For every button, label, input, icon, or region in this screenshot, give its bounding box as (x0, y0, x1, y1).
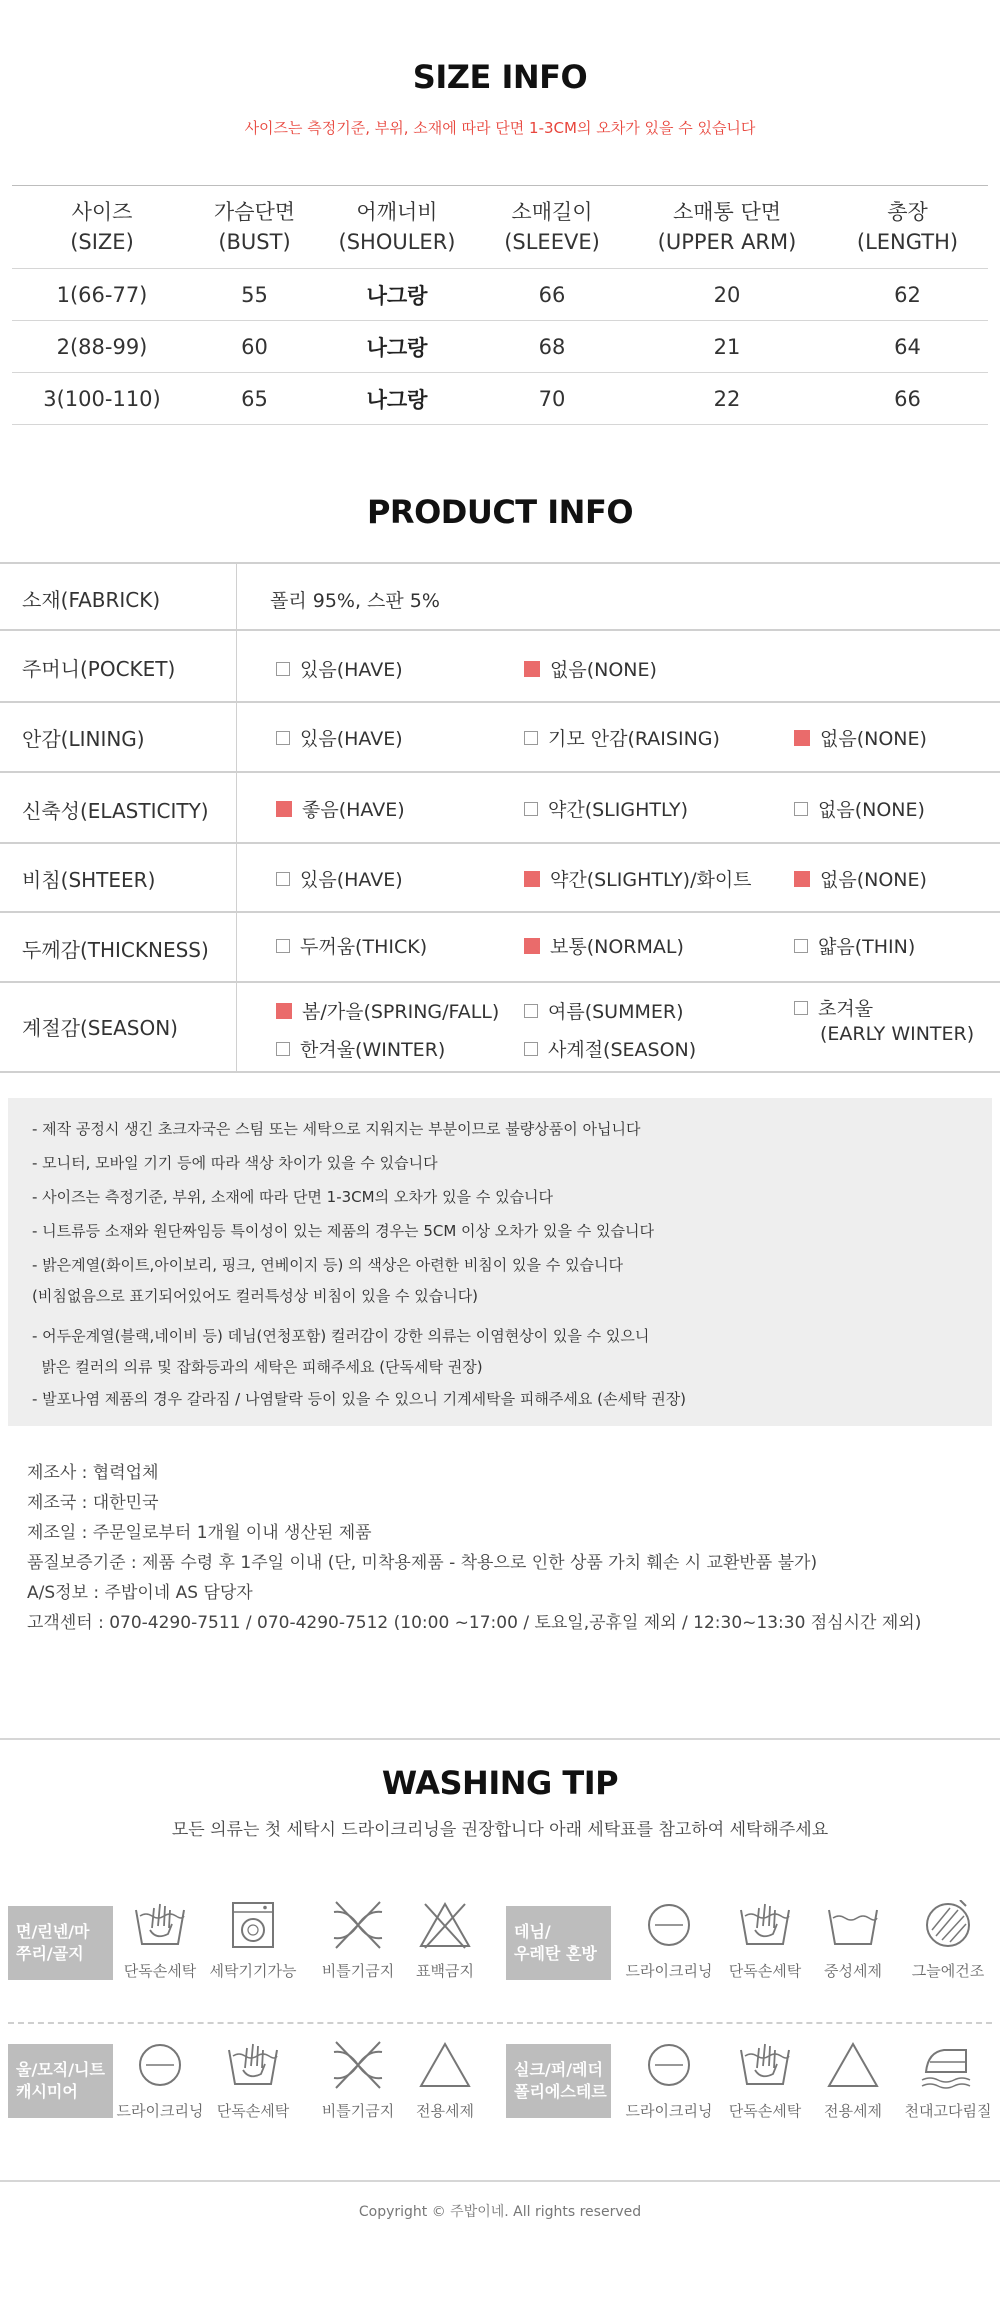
lining-label: 안감(LINING) (22, 727, 145, 751)
upper-arm-cell: 20 (627, 269, 827, 321)
length-cell: 62 (827, 269, 988, 321)
wash-caption: 전용세제 (416, 2102, 474, 2120)
sheer-label: 비침(SHTEER) (22, 868, 156, 892)
row-divider (0, 842, 1000, 844)
size-table-header (12, 186, 988, 269)
no-bleach-icon (417, 1900, 473, 1950)
notice-box (8, 1098, 992, 1426)
thickness-label: 두께감(THICKNESS) (22, 938, 209, 962)
elasticity-option-none: 없음(NONE) (794, 795, 925, 822)
wash-caption: 드라이크리닝 (116, 2102, 204, 2120)
checkbox-checked (276, 801, 292, 817)
table-row (12, 373, 988, 425)
header-bust: 가슴단면 (BUST) (192, 186, 317, 269)
size-table (12, 185, 988, 425)
header-shoulder: 어깨너비 (SHOULER) (317, 186, 477, 269)
wash-caption: 그늘에건조 (911, 1962, 985, 1980)
size-info-title: SIZE INFO (412, 58, 588, 96)
wash-caption: 단독손세탁 (216, 2102, 290, 2120)
fabric-group-label: 울/모직/니트 캐시미어 (8, 2044, 113, 2118)
shade-dry-icon (920, 1900, 976, 1950)
copyright: Copyright © 주밥이네. All rights reserved (358, 2204, 642, 2220)
bust-cell: 55 (192, 269, 317, 321)
checkbox-unchecked (276, 731, 290, 745)
checkbox-checked (524, 871, 540, 887)
shoulder-cell: 나그랑 (317, 269, 477, 321)
notice-line: - 니트류등 소재와 원단짜임등 특이성이 있는 제품의 경우는 5CM 이상 오차가 있을 수 있습니다 (32, 1222, 654, 1240)
checkbox-unchecked (524, 1004, 538, 1018)
wash-icon-item (313, 1900, 403, 1981)
wash-caption: 드라이크리닝 (625, 2102, 713, 2120)
dry-clean-icon (132, 2040, 188, 2090)
wash-caption: 단독손세탁 (728, 2102, 802, 2120)
iron-cloth-icon (920, 2040, 976, 2090)
season-label: 계절감(SEASON) (22, 1016, 178, 1040)
wash-caption: 천대고다림질 (904, 2102, 992, 2120)
wash-icon-item (115, 1900, 205, 1981)
row-divider (0, 911, 1000, 913)
wash-icon-item (903, 1900, 993, 1981)
triangle-detergent-icon (417, 2040, 473, 2090)
row-divider (0, 981, 1000, 983)
notice-line: - 모니터, 모바일 기기 등에 따라 색상 차이가 있을 수 있습니다 (32, 1154, 438, 1172)
checkbox-unchecked (276, 872, 290, 886)
bust-cell: 65 (192, 373, 317, 425)
wash-icon-item (208, 2040, 298, 2121)
notice-line: (비침없음으로 표기되어있어도 컬러특성상 비침이 있을 수 있습니다) (32, 1287, 479, 1305)
checkbox-unchecked (794, 1001, 808, 1015)
thickness-option-normal: 보통(NORMAL) (524, 932, 684, 959)
thickness-option-thick: 두꺼움(THICK) (276, 932, 427, 959)
maker-info-line: 제조일 : 주문일로부터 1개월 이내 생산된 제품 (27, 1523, 372, 1543)
checkbox-checked (524, 938, 540, 954)
no-twist-icon (330, 1900, 386, 1950)
upper-arm-cell: 21 (627, 321, 827, 373)
wash-caption: 단독손세탁 (728, 1962, 802, 1980)
washing-tip-subtitle: 모든 의류는 첫 세탁시 드라이크리닝을 권장합니다 아래 세탁표를 참고하여 세탁해주세요 (171, 1820, 829, 1840)
wash-caption: 전용세제 (824, 2102, 882, 2120)
fabric-group-label: 실크/퍼/레더 폴리에스테르 (506, 2044, 611, 2118)
wash-icon-item (400, 2040, 490, 2121)
hand-wash-icon (132, 1900, 188, 1950)
shoulder-cell: 나그랑 (317, 373, 477, 425)
notice-line: - 제작 공정시 생긴 초크자국은 스팀 또는 세탁으로 지워지는 부분이므로 불량상품이 아닙니다 (32, 1120, 641, 1138)
wash-icon-item (400, 1900, 490, 1981)
dry-clean-icon (641, 2040, 697, 2090)
bust-cell: 60 (192, 321, 317, 373)
wash-caption: 비틀기금지 (321, 2102, 395, 2120)
lining-option-raising: 기모 안감(RAISING) (524, 724, 720, 751)
elasticity-label: 신축성(ELASTICITY) (22, 799, 209, 823)
season-option-winter: 한겨울(WINTER) (276, 1035, 445, 1062)
checkbox-checked (276, 1003, 292, 1019)
maker-info-line: 제조국 : 대한민국 (27, 1493, 159, 1513)
checkbox-unchecked (794, 802, 808, 816)
dry-clean-icon (641, 1900, 697, 1950)
sleeve-cell: 68 (477, 321, 627, 373)
hand-wash-icon (737, 1900, 793, 1950)
section-divider (0, 1738, 1000, 1740)
product-info-bottom-border (0, 1071, 1000, 1073)
wash-icon-item (624, 2040, 714, 2121)
maker-info-line: 품질보증기준 : 제품 수령 후 1주일 이내 (단, 미착용제품 - 착용으로 인한 상품 가치 훼손 시 교환반품 불가) (27, 1553, 818, 1573)
lining-option-none: 없음(NONE) (794, 724, 927, 751)
notice-line: 밝은 컬러의 의류 및 잡화등과의 세탁은 피해주세요 (단독세탁 권장) (32, 1358, 483, 1376)
header-size: 사이즈 (SIZE) (12, 186, 192, 269)
size-cell: 3(100-110) (12, 373, 192, 425)
wash-caption: 표백금지 (416, 1962, 474, 1980)
season-option-early-winter: 초겨울 (EARLY WINTER) (794, 997, 974, 1047)
shoulder-cell: 나그랑 (317, 321, 477, 373)
fabric-label: 소재(FABRICK) (22, 588, 161, 612)
pocket-label: 주머니(POCKET) (22, 657, 176, 681)
wash-caption: 중성세제 (824, 1962, 882, 1980)
size-info-note: 사이즈는 측정기준, 부위, 소재에 따라 단면 1-3CM의 오차가 있을 수 있습니다 (244, 119, 756, 137)
wash-icon-item (720, 1900, 810, 1981)
notice-line: - 사이즈는 측정기준, 부위, 소재에 따라 단면 1-3CM의 오차가 있을 수 있습니다 (32, 1188, 554, 1206)
checkbox-checked (794, 730, 810, 746)
checkbox-unchecked (794, 939, 808, 953)
checkbox-unchecked (524, 1042, 538, 1056)
row-divider (0, 771, 1000, 773)
header-sleeve: 소매길이 (SLEEVE) (477, 186, 627, 269)
row-divider (0, 629, 1000, 631)
footer-divider (0, 2180, 1000, 2182)
checkbox-unchecked (524, 731, 538, 745)
table-row (12, 321, 988, 373)
customer-center: 고객센터 : 070-4290-7511 / 070-4290-7512 (10:00 ~17:00 / 토요일,공휴일 제외 / 12:30~13:30 점심시간 제외) (27, 1613, 922, 1633)
no-twist-icon (330, 2040, 386, 2090)
wash-icon-item (720, 2040, 810, 2121)
thickness-option-thin: 얇음(THIN) (794, 932, 915, 959)
length-cell: 64 (827, 321, 988, 373)
wash-caption: 단독손세탁 (123, 1962, 197, 1980)
header-upper-arm: 소매통 단면 (UPPER ARM) (627, 186, 827, 269)
hand-wash-icon (737, 2040, 793, 2090)
wash-caption: 드라이크리닝 (625, 1962, 713, 1980)
label-column-divider (236, 563, 237, 1073)
sheer-option-have: 있음(HAVE) (276, 865, 403, 892)
elasticity-option-have: 좋음(HAVE) (276, 795, 405, 822)
fabric-group-label: 데님/ 우레탄 혼방 (506, 1906, 611, 1980)
length-cell: 66 (827, 373, 988, 425)
row-divider (0, 701, 1000, 703)
header-length: 총장 (LENGTH) (827, 186, 988, 269)
checkbox-checked (524, 661, 540, 677)
notice-line: - 어두운계열(블랙,네이비 등) 데님(연청포함) 컬러감이 강한 의류는 이염현상이 있을 수 있으니 (32, 1327, 650, 1345)
checkbox-unchecked (276, 662, 290, 676)
triangle-detergent-icon (825, 2040, 881, 2090)
notice-line: - 밝은계열(화이트,아이보리, 핑크, 연베이지 등) 의 색상은 아련한 비침이 있을 수 있습니다 (32, 1256, 624, 1274)
hand-wash-icon (225, 2040, 281, 2090)
size-cell: 1(66-77) (12, 269, 192, 321)
checkbox-checked (794, 871, 810, 887)
checkbox-unchecked (276, 1042, 290, 1056)
wash-icon-item (208, 1900, 298, 1981)
table-row (12, 269, 988, 321)
notice-line: - 발포나염 제품의 경우 갈라짐 / 나염탈락 등이 있을 수 있으니 기계세탁을 피해주세요 (손세탁 권장) (32, 1390, 687, 1408)
washing-tip-title: WASHING TIP (381, 1764, 619, 1802)
fabric-group-label: 면/린넨/마 쭈리/골지 (8, 1906, 113, 1980)
season-option-summer: 여름(SUMMER) (524, 997, 684, 1024)
maker-info-line: 제조사 : 협력업체 (27, 1463, 159, 1483)
wash-icon-item (313, 2040, 403, 2121)
washing-machine-icon (225, 1900, 281, 1950)
wash-icon-item (903, 2040, 993, 2121)
lining-option-have: 있음(HAVE) (276, 724, 403, 751)
elasticity-option-slightly: 약간(SLIGHTLY) (524, 795, 688, 822)
sleeve-cell: 70 (477, 373, 627, 425)
season-option-all-season: 사계절(SEASON) (524, 1035, 696, 1062)
checkbox-unchecked (524, 802, 538, 816)
wash-icon-item (808, 2040, 898, 2121)
wash-caption: 비틀기금지 (321, 1962, 395, 1980)
product-info-title: PRODUCT INFO (366, 493, 634, 531)
sheer-option-slightly-white: 약간(SLIGHTLY)/화이트 (524, 865, 752, 892)
dashed-divider (8, 2022, 992, 2024)
wash-icon-item (624, 1900, 714, 1981)
sheer-option-none: 없음(NONE) (794, 865, 927, 892)
wash-icon-item (115, 2040, 205, 2121)
pocket-option-none: 없음(NONE) (524, 655, 657, 682)
maker-info-line: A/S정보 : 주밥이네 AS 담당자 (27, 1583, 253, 1603)
sleeve-cell: 66 (477, 269, 627, 321)
upper-arm-cell: 22 (627, 373, 827, 425)
pocket-option-have: 있음(HAVE) (276, 655, 403, 682)
fabric-value: 폴리 95%, 스판 5% (270, 590, 440, 612)
season-option-spring-fall: 봄/가을(SPRING/FALL) (276, 997, 499, 1024)
product-info-top-border (0, 562, 1000, 564)
neutral-detergent-icon (825, 1900, 881, 1950)
checkbox-unchecked (276, 939, 290, 953)
wash-caption: 세탁기기가능 (209, 1962, 297, 1980)
size-cell: 2(88-99) (12, 321, 192, 373)
wash-icon-item (808, 1900, 898, 1981)
